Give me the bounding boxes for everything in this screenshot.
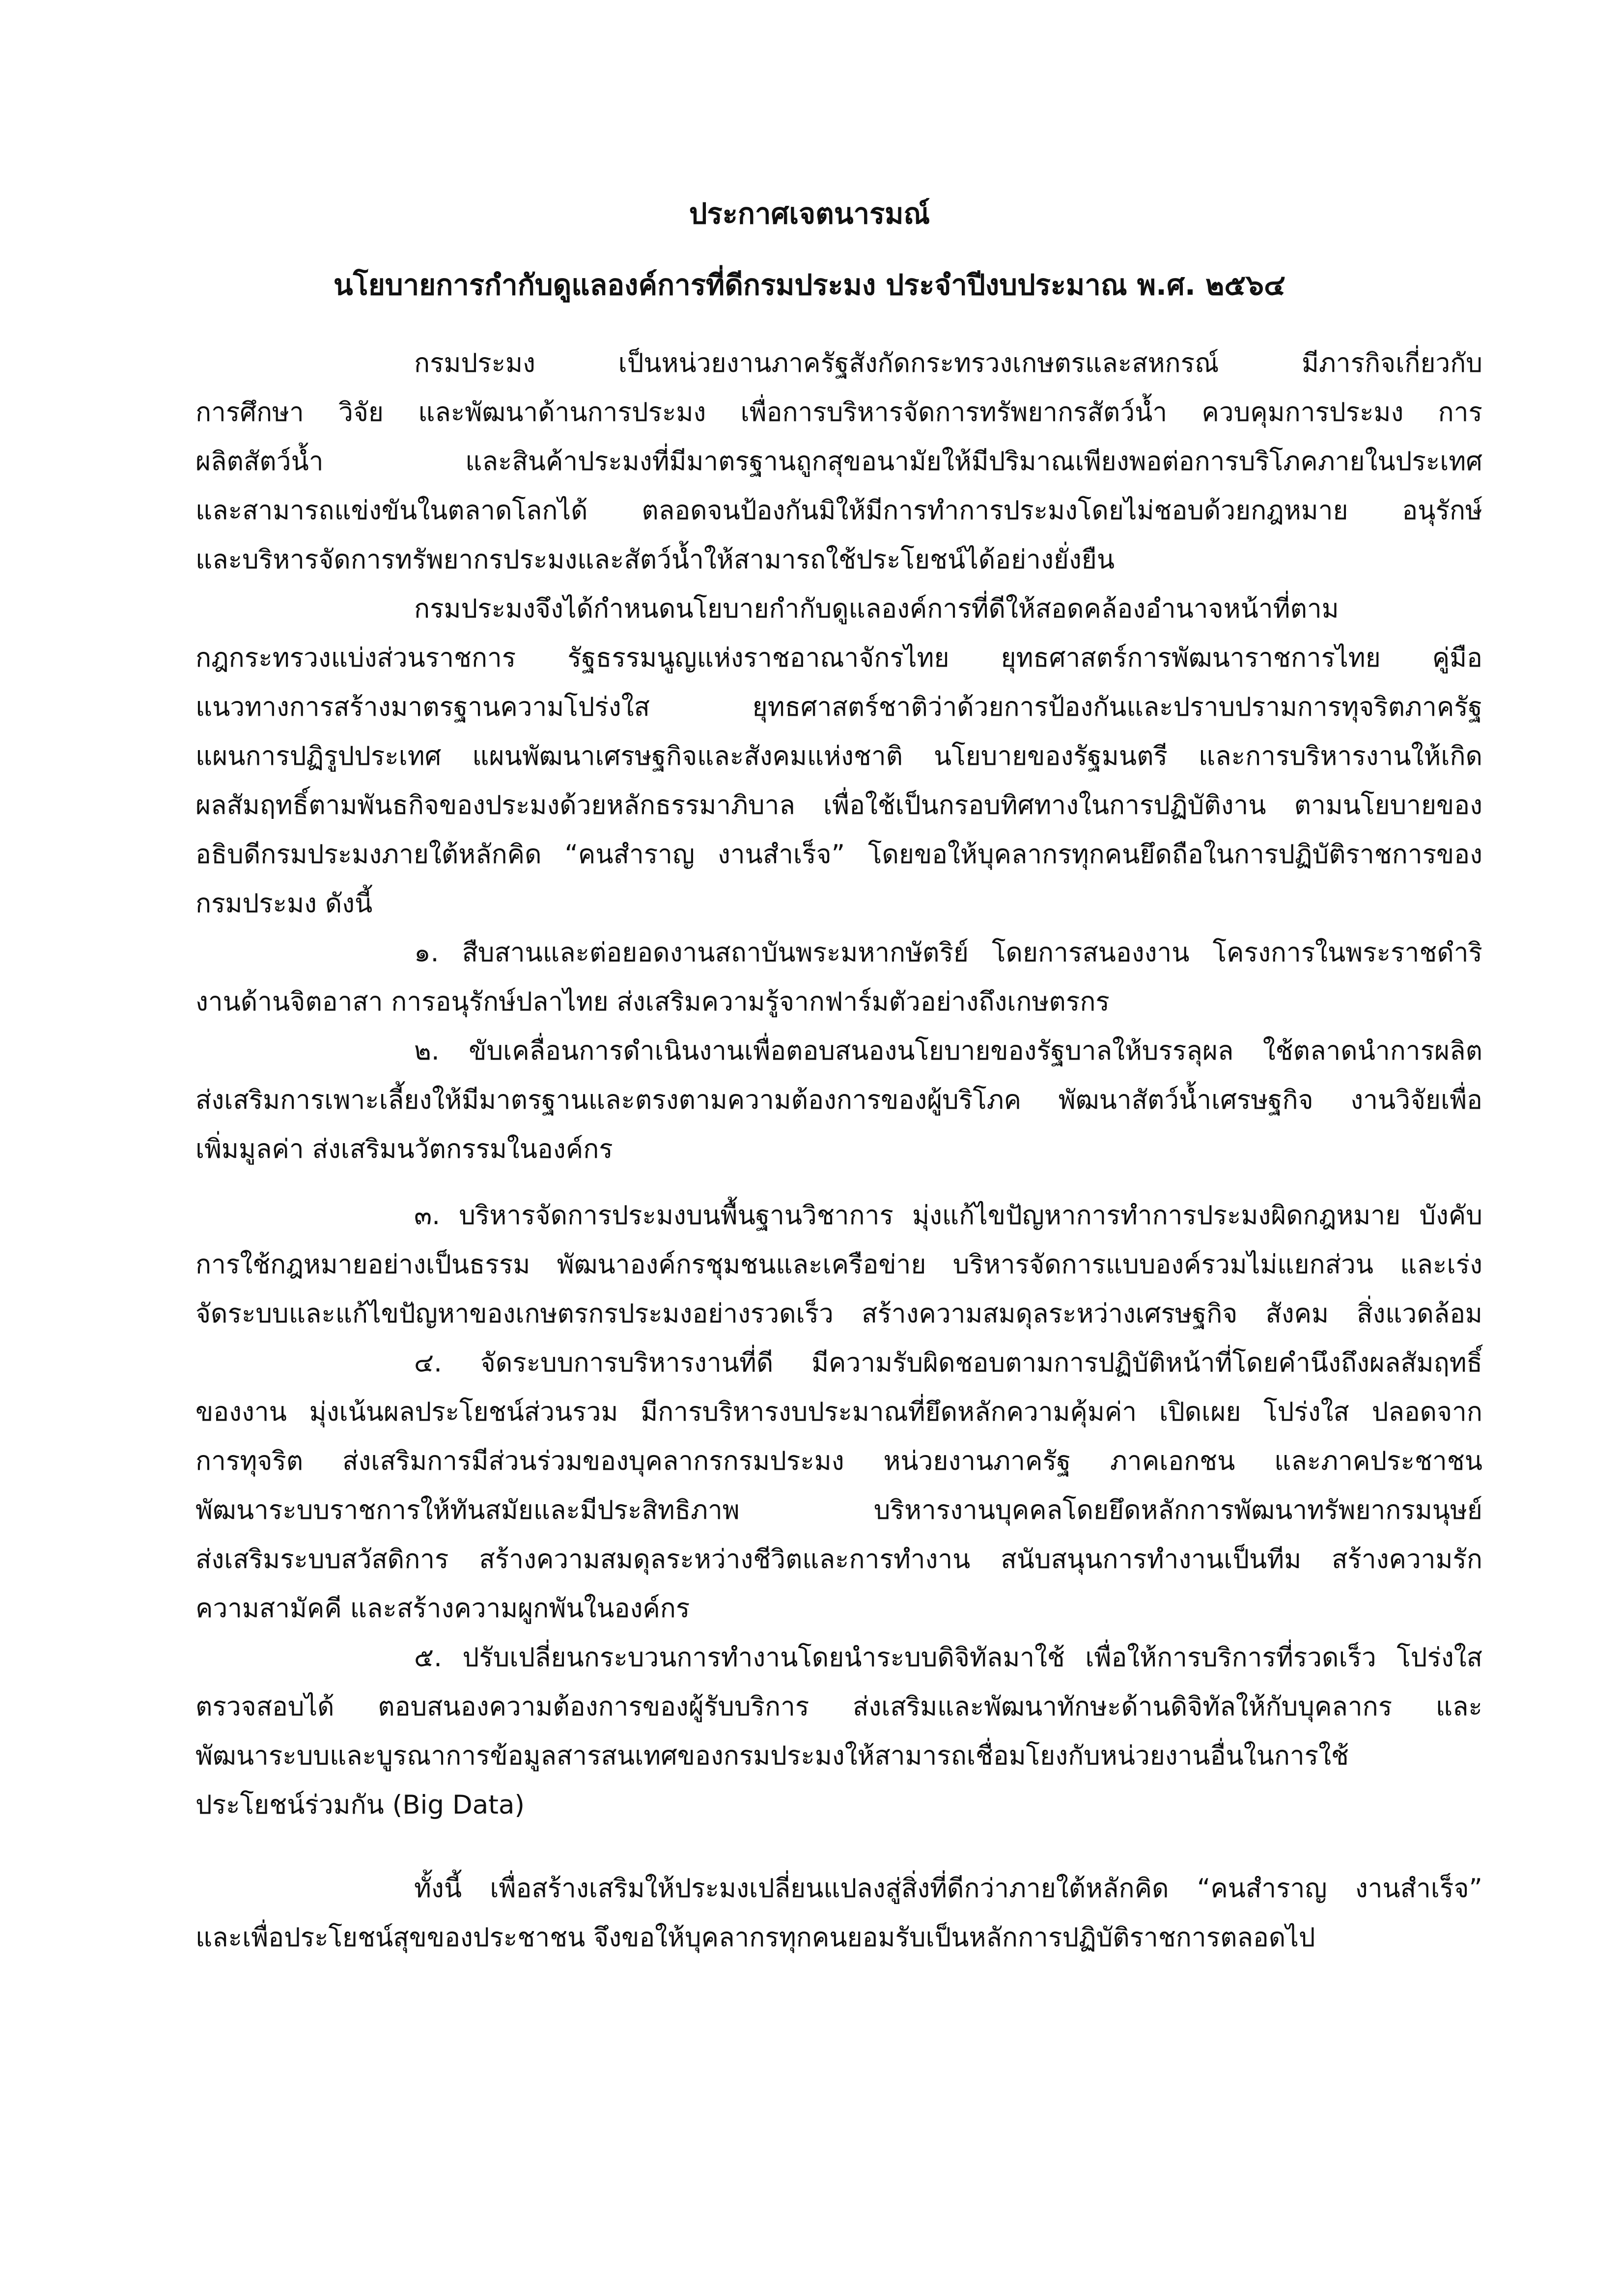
spacer <box>195 1830 1482 1864</box>
paragraph-line: ความสามัคคี และสร้างความผูกพันในองค์กร <box>195 1594 690 1624</box>
paragraph-line: และบริหารจัดการทรัพยากรประมงและสัตว์น้ำให้สามารถใช้ประโยชน์ได้อย่างยั่งยืน <box>195 545 1115 575</box>
paragraph-line: ๓. บริหารจัดการประมงบนพื้นฐานวิชาการ มุ่งแก้ไขปัญหาการทำการประมงผิดกฎหมาย บังคับ <box>414 1201 1482 1231</box>
paragraph-closing <box>195 1864 1482 1962</box>
document-title: ประกาศเจตนารมณ์ <box>689 197 930 230</box>
paragraph-line: อธิบดีกรมประมงภายใต้หลักคิด “คนสำราญ งานสำเร็จ” โดยขอให้บุคลากรทุกคนยึดถือในการปฏิบัติราชการของ <box>195 840 1482 869</box>
paragraph-line: แนวทางการสร้างมาตรฐานความโปร่งใส ยุทธศาสตร์ชาติว่าด้วยการป้องกันและปราบปรามการทุจริตภาครัฐ <box>195 692 1482 722</box>
paragraph-line: กฎกระทรวงแบ่งส่วนราชการ รัฐธรรมนูญแห่งราชอาณาจักรไทย ยุทธศาสตร์การพัฒนาราชการไทย คู่มือ <box>195 643 1482 673</box>
paragraph-line: ๔. จัดระบบการบริหารงานที่ดี มีความรับผิดชอบตามการปฏิบัติหน้าที่โดยคำนึงถึงผลสัมฤทธิ์ <box>414 1348 1482 1378</box>
paragraph-line: ของงาน มุ่งเน้นผลประโยชน์ส่วนรวม มีการบริหารงบประมาณที่ยึดหลักความคุ้มค่า เปิดเผย โปร่งใส ปลอดจาก <box>195 1397 1482 1427</box>
paragraph-line: กรมประมง เป็นหน่วยงานภาครัฐสังกัดกระทรวงเกษตรและสหกรณ์ มีภารกิจเกี่ยวกับ <box>414 348 1482 378</box>
paragraph-line: การทุจริต ส่งเสริมการมีส่วนร่วมของบุคลากรกรมประมง หน่วยงานภาครัฐ ภาคเอกชน และภาคประชาชน <box>195 1446 1482 1476</box>
paragraph-line: ๕. ปรับเปลี่ยนกระบวนการทำงานโดยนำระบบดิจิทัลมาใช้ เพื่อให้การบริการที่รวดเร็ว โปร่งใส <box>414 1643 1482 1673</box>
document-subtitle: นโยบายการกำกับดูแลองค์การที่ดีกรมประมง ประจำปีงบประมาณ พ.ศ. ๒๕๖๔ <box>334 268 1285 302</box>
paragraph-line: งานด้านจิตอาสา การอนุรักษ์ปลาไทย ส่งเสริมความรู้จากฟาร์มตัวอย่างถึงเกษตรกร <box>195 987 1110 1017</box>
paragraph-policy-basis <box>195 585 1482 928</box>
paragraph-line: ผลิตสัตว์น้ำ และสินค้าประมงที่มีมาตรฐานถูกสุขอนามัยให้มีปริมาณเพียงพอต่อการบริโภคภายในประเทศ <box>195 447 1482 476</box>
paragraph-line: การใช้กฎหมายอย่างเป็นธรรม พัฒนาองค์กรชุมชนและเครือข่าย บริหารจัดการแบบองค์รวมไม่แยกส่วน และเร่ง <box>195 1250 1482 1280</box>
paragraph-line: การศึกษา วิจัย และพัฒนาด้านการประมง เพื่อการบริหารจัดการทรัพยากรสัตว์น้ำ ควบคุมการประมง การ <box>195 397 1482 427</box>
spacer <box>195 1174 1482 1191</box>
paragraph-line: พัฒนาระบบราชการให้ทันสมัยและมีประสิทธิภาพ บริหารงานบุคคลโดยยึดหลักการพัฒนาทรัพยากรมนุษย์ <box>195 1495 1482 1525</box>
paragraph-line: และเพื่อประโยชน์สุขของประชาชน จึงขอให้บุคลากรทุกคนยอมรับเป็นหลักการปฏิบัติราชการตลอดไป <box>195 1923 1315 1953</box>
paragraph-line: เพิ่มมูลค่า ส่งเสริมนวัตกรรมในองค์กร <box>195 1134 613 1164</box>
paragraph-line: ผลสัมฤทธิ์ตามพันธกิจของประมงด้วยหลักธรรมาภิบาล เพื่อใช้เป็นกรอบทิศทางในการปฏิบัติงาน ตามนโยบายของ <box>195 790 1482 820</box>
paragraph-line: จัดระบบและแก้ไขปัญหาของเกษตรกรประมงอย่างรวดเร็ว สร้างความสมดุลระหว่างเศรษฐกิจ สังคม สิ่งแวดล้อม <box>195 1299 1482 1329</box>
paragraph-line: และสามารถแข่งขันในตลาดโลกได้ ตลอดจนป้องกันมิให้มีการทำการประมงโดยไม่ชอบด้วยกฎหมาย อนุรักษ์ <box>195 496 1482 526</box>
paragraph-line: กรมประมง ดังนี้ <box>195 889 373 919</box>
policy-item-5 <box>195 1633 1482 1830</box>
paragraph-line: ทั้งนี้ เพื่อสร้างเสริมให้ประมงเปลี่ยนแปลงสู่สิ่งที่ดีกว่าภายใต้หลักคิด “คนสำราญ งานสำเร็จ” <box>414 1874 1482 1904</box>
paragraph-line: กรมประมงจึงได้กำหนดนโยบายกำกับดูแลองค์การที่ดีให้สอดคล้องอำนาจหน้าที่ตาม <box>414 594 1339 624</box>
policy-item-2 <box>195 1027 1482 1174</box>
document-body <box>195 339 1482 1962</box>
policy-item-1 <box>195 928 1482 1027</box>
paragraph-intro <box>195 339 1482 585</box>
policy-item-4 <box>195 1339 1482 1633</box>
paragraph-line: ๑. สืบสานและต่อยอดงานสถาบันพระมหากษัตริย์ โดยการสนองงาน โครงการในพระราชดำริ <box>414 938 1482 968</box>
paragraph-line: ส่งเสริมการเพาะเลี้ยงให้มีมาตรฐานและตรงตามความต้องการของผู้บริโภค พัฒนาสัตว์น้ำเศรษฐกิจ งานวิจัยเพื่อ <box>195 1085 1482 1115</box>
policy-item-3 <box>195 1191 1482 1339</box>
paragraph-line: ตรวจสอบได้ ตอบสนองความต้องการของผู้รับบริการ ส่งเสริมและพัฒนาทักษะด้านดิจิทัลให้กับบุคลากร และ <box>195 1692 1482 1722</box>
paragraph-line: ประโยชน์ร่วมกัน (Big Data) <box>195 1790 525 1820</box>
paragraph-line: ๒. ขับเคลื่อนการดำเนินงานเพื่อตอบสนองนโยบายของรัฐบาลให้บรรลุผล ใช้ตลาดนำการผลิต <box>414 1036 1482 1066</box>
paragraph-line: พัฒนาระบบและบูรณาการข้อมูลสารสนเทศของกรมประมงให้สามารถเชื่อมโยงกับหน่วยงานอื่นในการใช้ <box>195 1741 1349 1771</box>
paragraph-line: แผนการปฏิรูปประเทศ แผนพัฒนาเศรษฐกิจและสังคมแห่งชาติ นโยบายของรัฐมนตรี และการบริหารงานให้เกิด <box>195 741 1482 771</box>
paragraph-line: ส่งเสริมระบบสวัสดิการ สร้างความสมดุลระหว่างชีวิตและการทำงาน สนับสนุนการทำงานเป็นทีม สร้างความรัก <box>195 1544 1482 1574</box>
